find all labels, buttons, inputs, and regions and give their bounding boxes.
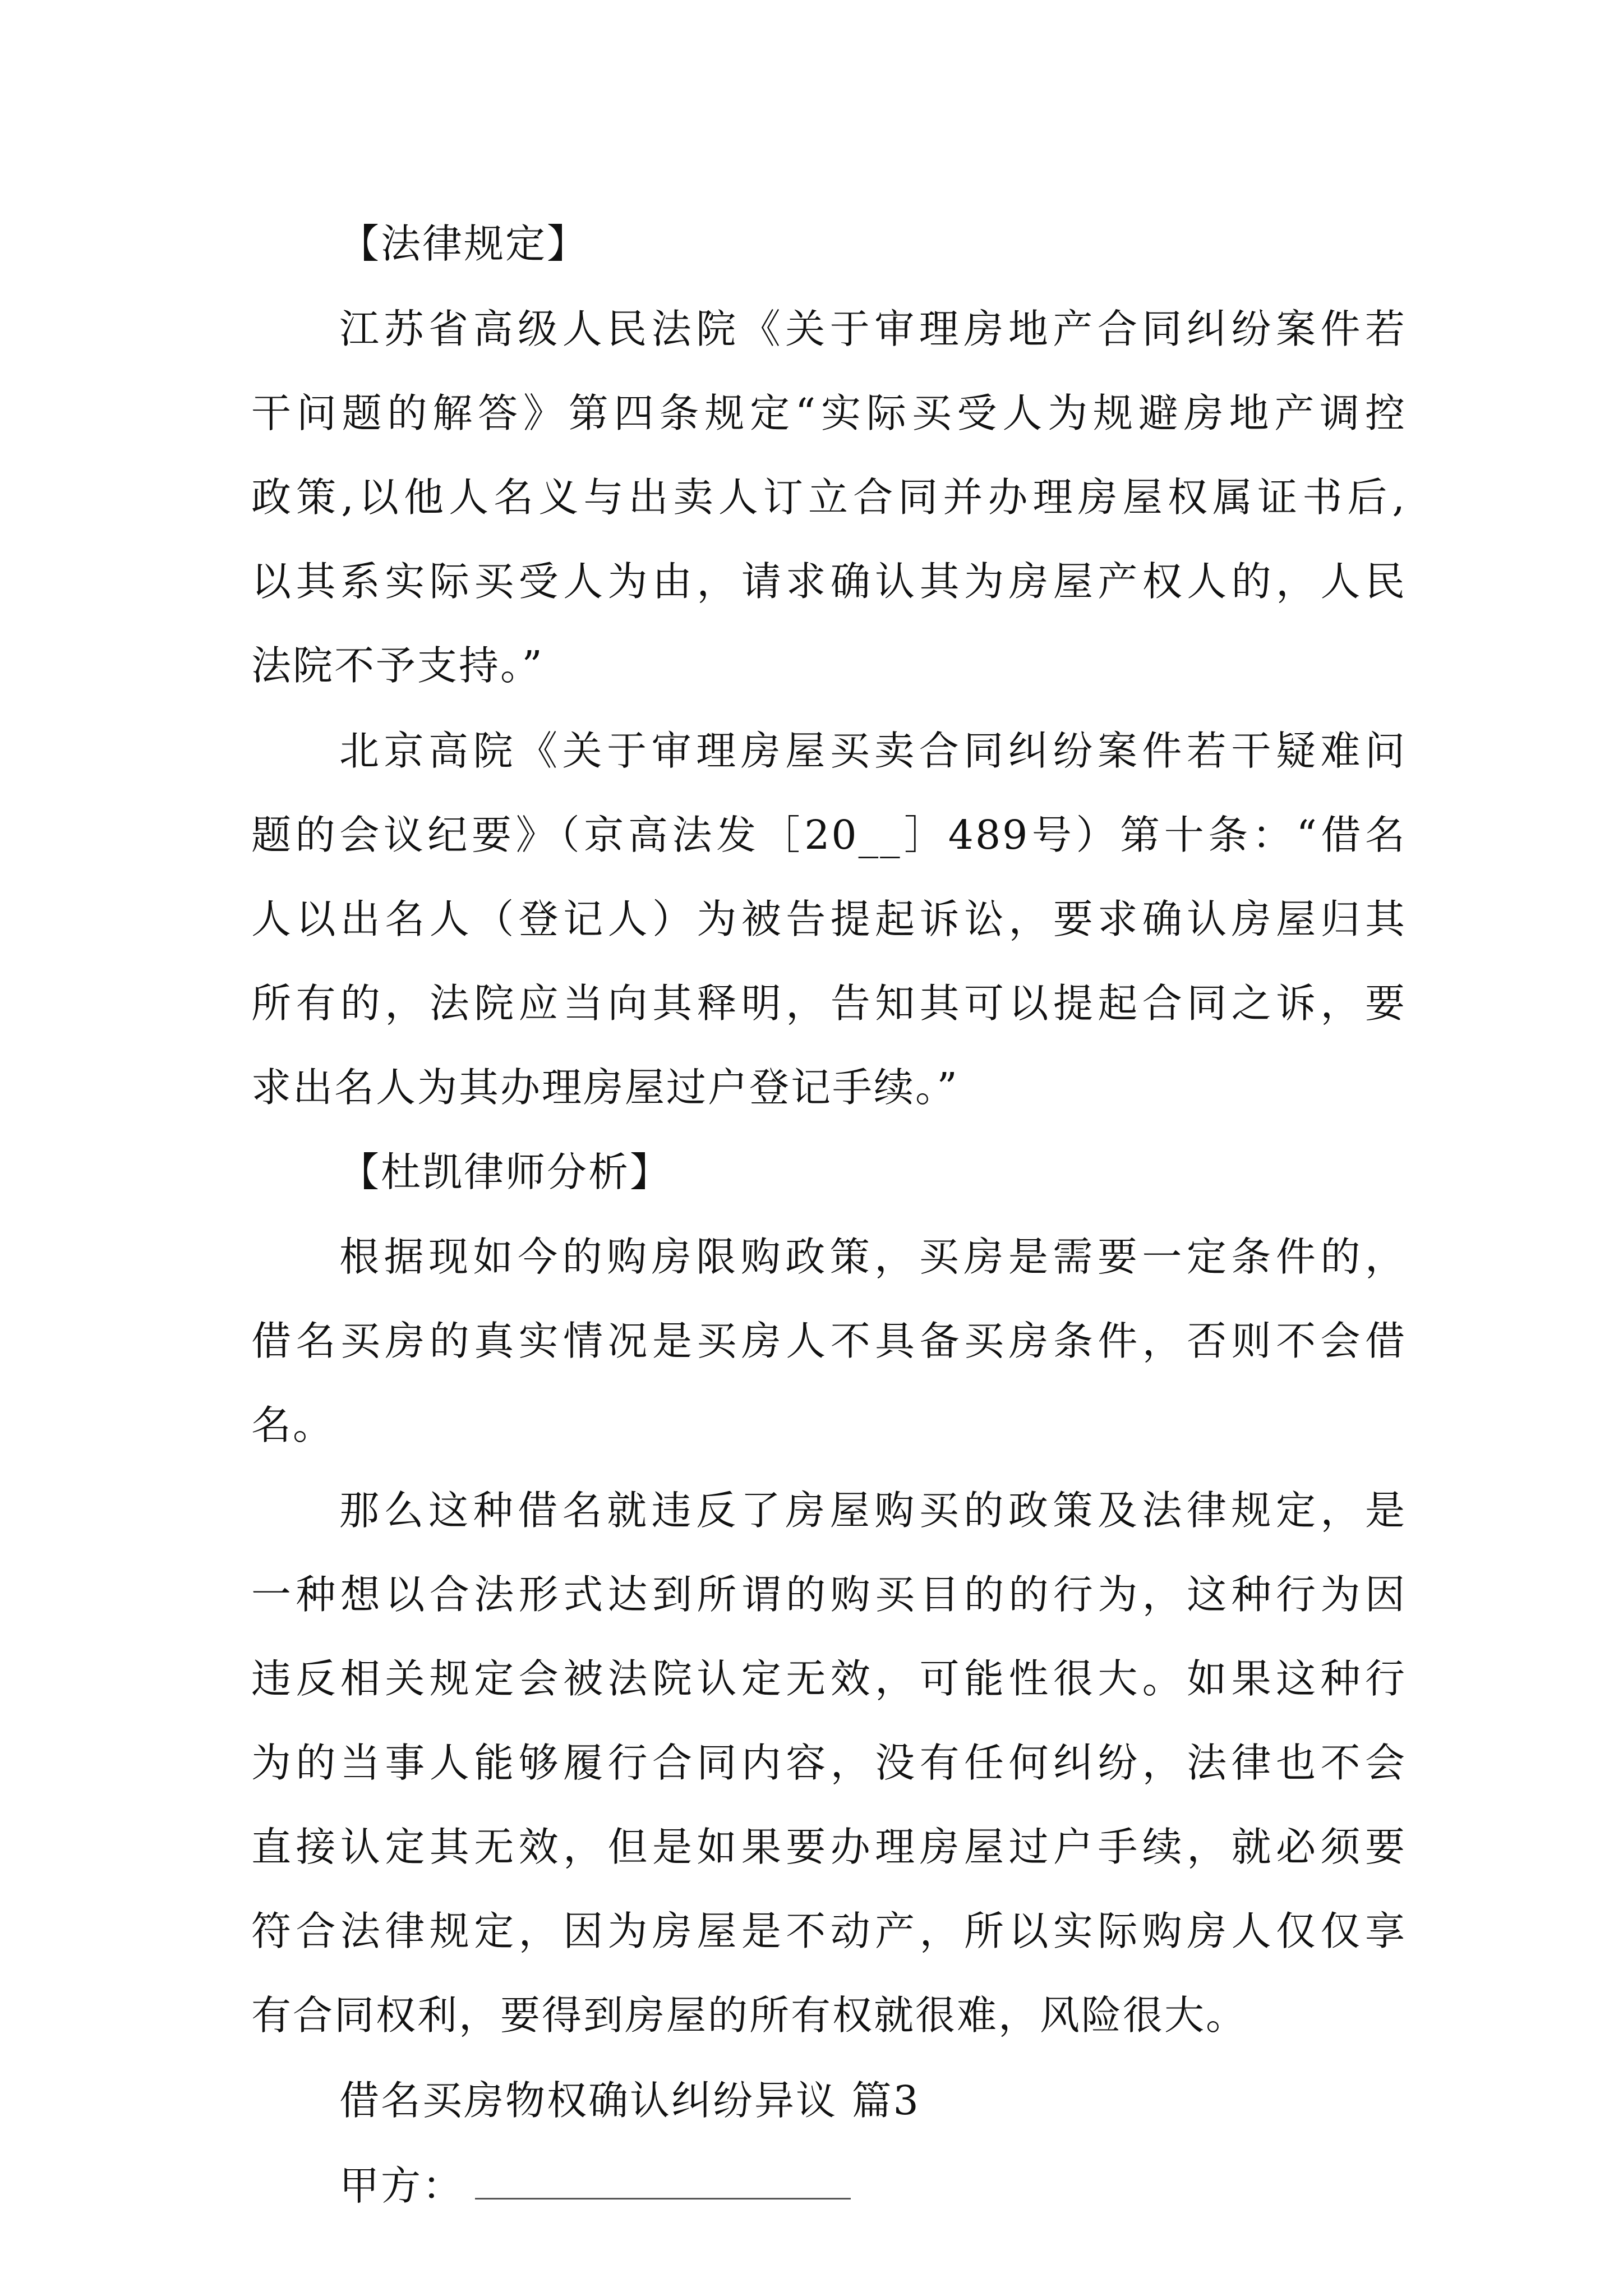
section-title-part-3: 借名买房物权确认纠纷异议 篇3 (339, 2077, 920, 2124)
paragraph-line: 有合同权利，要得到房屋的所有权就很难，风险很大。 (251, 1992, 1248, 2039)
paragraph-line: 所有的，法院应当向其释明，告知其可以提起合同之诉，要 (251, 980, 1407, 1027)
section-heading-lawyer-analysis: 【杜凯律师分析】 (339, 1149, 672, 1195)
paragraph-line: 一种想以合法形式达到所谓的购买目的的行为，这种行为因 (251, 1571, 1407, 1618)
paragraph-line: 根据现如今的购房限购政策，买房是需要一定条件的， (339, 1234, 1407, 1280)
paragraph-line: 法院不予支持。” (251, 642, 544, 689)
paragraph-line: 以其系实际买受人为由，请求确认其为房屋产权人的，人民 (251, 558, 1407, 605)
party-a-line (339, 2158, 1495, 2214)
paragraph-line: 那么这种借名就违反了房屋购买的政策及法律规定，是 (339, 1487, 1407, 1534)
paragraph-line: 干问题的解答》第四条规定“实际买受人为规避房地产调控 (251, 390, 1407, 436)
paragraph-line: 政策,以他人名义与出卖人订立合同并办理房屋权属证书后, (251, 474, 1407, 521)
paragraph-line: 符合法律规定，因为房屋是不动产，所以实际购房人仅仅享 (251, 1908, 1407, 1954)
section-heading-legal-provisions: 【法律规定】 (339, 220, 589, 267)
paragraph-line: 借名买房的真实情况是买房人不具备买房条件，否则不会借 (251, 1318, 1407, 1364)
paragraph-line: 名。 (251, 1402, 335, 1448)
party-a-label: 甲方： (339, 2162, 464, 2209)
paragraph-line: 北京高院《关于审理房屋买卖合同纠纷案件若干疑难问 (339, 728, 1407, 774)
paragraph-line: 江苏省高级人民法院《关于审理房地产合同纠纷案件若 (339, 306, 1407, 352)
paragraph-line: 求出名人为其办理房屋过户登记手续。” (251, 1064, 959, 1111)
paragraph-line: 违反相关规定会被法院认定无效，可能性很大。如果这种行 (251, 1655, 1407, 1702)
paragraph-line: 直接认定其无效，但是如果要办理房屋过户手续，就必须要 (251, 1824, 1407, 1870)
party-a-blank-line (475, 2196, 851, 2200)
paragraph-line: 人以出名人（登记人）为被告提起诉讼，要求确认房屋归其 (251, 896, 1407, 942)
paragraph-line: 题的会议纪要》（京高法发［20__］489号）第十条：“借名 (251, 812, 1407, 858)
paragraph-line: 为的当事人能够履行合同内容，没有任何纠纷，法律也不会 (251, 1740, 1407, 1786)
